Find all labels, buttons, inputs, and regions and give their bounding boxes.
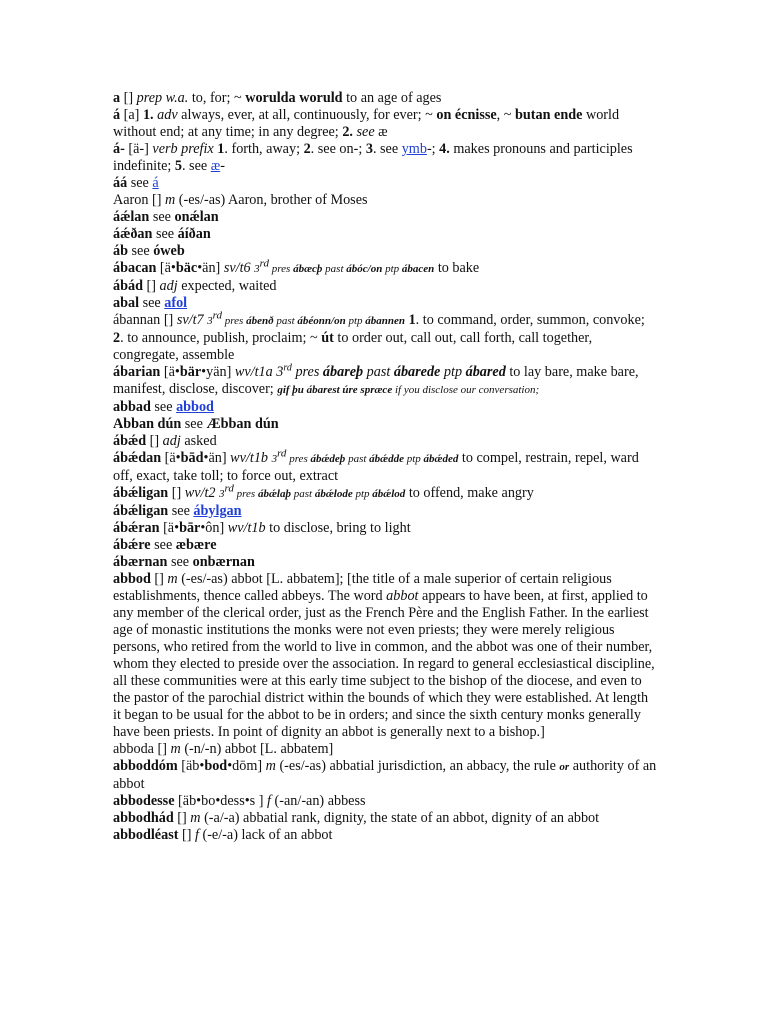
cross-reference-link[interactable]: æ [210,158,221,174]
entry-text: see [150,537,176,553]
headword: áb [113,243,128,259]
entry-abaernan [113,554,658,571]
headword: ábacan [113,260,157,276]
grammar-note: past [322,263,347,275]
example-phrase: út [321,330,334,346]
entry-abboda [113,741,658,758]
entry-text: to lay bare, make bare, manifest, disclose, discover; [113,364,639,397]
entry-text: to compel, restrain, repel, ward off, exact, take toll; to force out, extract [113,450,639,484]
entry-text: to offend, make angry [405,485,534,501]
headword: abal [113,295,140,311]
entry-aaelan [113,209,658,226]
entry-text: . see [372,141,402,157]
dictionary-page [113,90,658,844]
cross-reference-link[interactable]: abbod [176,399,214,415]
inflected-form: ábared [465,364,506,380]
headword: ábǽre [113,537,151,553]
entry-text: see [152,226,178,242]
entry-text: to, for; ~ [188,90,246,106]
part-of-speech: m [165,192,176,208]
headword: á [113,107,121,123]
inflected-form: ábenð [246,315,274,327]
inflected-form: ábǽlode [314,488,353,500]
sense-number: 1 [408,312,416,328]
entry-text: [ä• [161,450,181,466]
entry-text: (-an/-an) abbess [270,793,366,809]
inflected-form: ábéonn/on [297,315,346,327]
part-of-speech: adv [153,107,178,123]
entry-text: - [220,158,225,174]
entry-text: (-a/-a) abbatial rank, dignity, the state of an abbot, dignity of an abbot [200,810,600,826]
entry-text: (-e/-a) lack of an abbot [198,827,333,843]
pronunciation-stress: bod [204,758,228,774]
entry-aa [113,175,658,192]
part-of-speech: adj [159,278,178,294]
entry-abaeligan-verb [113,482,658,503]
superscript: rd [283,362,292,374]
entry-text: to an age of ages [342,90,442,106]
reference-word: Æbban dún [206,416,279,432]
inflected-form: ábǽdeþ [310,453,346,465]
inflected-form: ábǽdde [369,453,404,465]
cross-reference-link[interactable]: á [152,175,159,191]
example-phrase: on écnisse [436,107,497,123]
grammar-note: 3 [207,315,213,327]
entry-text: [ä• [156,260,176,276]
inflected-form: ábarede [393,364,441,380]
grammar-note: 3 [276,364,284,380]
headword: áá [113,175,128,191]
sense-number: 5 [174,158,182,174]
entry-text: see [127,243,154,259]
grammar-note: ptp [382,263,402,275]
entry-aaethan [113,226,658,243]
entry-abbodhad [113,810,658,827]
inflected-form: ábannen [365,315,406,327]
reference-word: æbære [175,537,217,553]
entry-abannan [113,309,658,364]
cross-reference-link[interactable]: afol [164,295,188,311]
headword: ábǽligan [113,485,169,501]
part-of-speech: m [170,741,181,757]
grammar-note: pres [233,488,258,500]
entry-text: to bake [434,260,480,276]
entry-text: to disclose, bring to light [265,520,411,536]
entry-text: •yän] [201,364,235,380]
grammar-note: 3 [271,453,278,465]
sense-number: 4. [439,141,450,157]
grammar-note: 3 [219,488,225,500]
pronunciation-stress: bäc [175,260,198,276]
entry-text: [ä• [160,364,180,380]
part-of-speech: adj [162,433,181,449]
entry-text: , ~ [496,107,515,123]
inflected-form: ábóc/on [346,263,383,275]
grammar-note: 3 [254,263,260,275]
part-of-speech: m [265,758,276,774]
inflected-form: ábǽded [423,453,459,465]
quotation: gif þu ábarest úre spræce [277,384,393,396]
entry-text: (-es/-as) abbot [L. abbatem]; [the title of a male superior of certain religious establishments, thence called abbeys. The word [113,571,612,604]
entry-abacan [113,257,658,278]
entry-abban-dun [113,416,658,433]
cross-reference-link[interactable]: ábylgan [193,503,242,519]
entry-abaed [113,433,658,450]
entry-text: •än] [203,450,231,466]
entry-abad [113,278,658,295]
entry-text: . forth, away; [224,141,304,157]
entry-text: [] [142,278,160,294]
entry-text: . see [181,158,211,174]
part-of-speech: f [267,793,271,809]
grammar-note: pres [286,453,311,465]
part-of-speech: verb prefix [152,141,214,157]
part-of-speech: sv/t7 [176,312,204,328]
entry-text: see [139,295,165,311]
entry-text: see [168,503,194,519]
entry-text: abboda [] [113,741,171,757]
quotation-translation: if you disclose our conversation; [392,384,540,396]
entry-abaeran [113,520,658,537]
entry-text: •dōm] [227,758,266,774]
example-phrase: butan ende [514,107,583,123]
entry-text: world without end; at any time; in any degree; [113,107,620,140]
entry-text: [] [168,485,185,501]
entry-text: (-es/-as) Aaron, brother of Moses [175,192,368,208]
headword: Abban dún [113,416,182,432]
sense-number: 1. [142,107,154,123]
entry-abaedan [113,447,658,485]
pronunciation-stress: bär [179,364,202,380]
pronunciation-stress: bār [179,520,201,536]
entry-a [113,90,658,107]
part-of-speech: wv/t1b [230,450,269,466]
part-of-speech: m [190,810,201,826]
entry-text: [ä• [159,520,180,536]
grammar-note: pres [269,263,294,275]
entry-text: (-n/-n) abbot [L. abbatem] [180,741,334,757]
cross-reference-link[interactable]: ymb [401,141,427,157]
entry-text: ábannan [] [113,312,177,328]
part-of-speech: prep w.a. [136,90,189,106]
entry-text: see [167,554,193,570]
entry-text: see [127,175,153,191]
entry-text: . to announce, publish, proclaim; ~ [120,330,322,346]
entry-abarian [113,364,658,399]
entry-a-prefix [113,141,658,175]
entry-abbodesse [113,793,658,810]
grammar-note: ptp [440,364,466,380]
inflected-form: ábareþ [322,364,364,380]
part-of-speech: m [167,571,178,587]
entry-text: asked [180,433,217,449]
entry-text: authority of an abbot [113,758,657,792]
entry-text: always, ever, at all, continuously, for ever; ~ [177,107,437,123]
sense-number: 3 [365,141,373,157]
superscript: rd [224,482,234,495]
headword: a [113,90,121,106]
entry-text: see [181,416,207,432]
entry-abbodleast [113,827,658,844]
entry-abbod [113,571,658,741]
reference-word: onǽlan [174,209,219,225]
sense-number: 2. [342,124,353,140]
entry-aaron [113,192,658,209]
headword: ábǽdan [113,450,162,466]
entry-text: [ä-] [124,141,153,157]
entry-a-adv [113,107,658,141]
conjunction-or: or [559,761,570,773]
entry-text: see [150,399,177,415]
grammar-note: ptp [345,315,366,327]
inflected-form: ábǽlaþ [257,488,291,500]
entry-text: •än] [197,260,224,276]
inflected-form: ábǽlod [372,488,406,500]
headword: ábǽligan [113,503,169,519]
headword: ábærnan [113,554,168,570]
inflected-form: ábacen [401,263,435,275]
entry-text: [äb• [177,758,205,774]
part-of-speech: f [194,827,199,843]
see-label: see [352,124,375,140]
grammar-note: past [290,488,315,500]
part-of-speech: wv/t2 [184,485,216,501]
part-of-speech: wv/t1b [227,520,266,536]
entry-abboddom [113,758,658,793]
headword: abbodesse [113,793,175,809]
superscript: rd [212,309,223,322]
headword: á- [113,141,125,157]
entry-text: [] [178,827,195,843]
headword: abbad [113,399,151,415]
entry-text: [] [120,90,137,106]
pronunciation-stress: bād [180,450,204,466]
entry-text: [] [150,571,168,587]
grammar-note: pres [291,364,323,380]
example-phrase: worulda woruld [245,90,343,106]
entry-text: [a] [120,107,143,123]
headword: abbod [113,571,151,587]
reference-word: óweb [153,243,185,259]
grammar-note: ptp [403,453,424,465]
entry-abaere [113,537,658,554]
grammar-note: past [363,364,394,380]
entry-text: appears to have been, at first, applied to any member of the clerical order, just as the French Père and the English Father. In the earliest age of monastic institutions the monks were not even priests; they were merely religious persons, who retired from the world to live in common, and the abbot was one of their number, whom they elected to preside over the association. In regard to general ecclesiastical discipline, all these communities were at this early time subject to the bishop of the diocese, and even to the pastor of the parochial district within the bounds of which they were established. At length it began to be usual for the abbot to be in orders; and since the sixth century monks generally have been priests. In point of dignity an abbot is generally next to a bishop.] [113,588,655,740]
entry-text: [] [173,810,191,826]
grammar-note: pres [222,315,247,327]
superscript: rd [259,257,270,270]
entry-text: . see on-; [310,141,366,157]
headword: ábarian [113,364,161,380]
headword: ábád [113,278,143,294]
sense-number: 2 [113,330,121,346]
entry-text: æ [374,124,388,140]
entry-ab [113,243,658,260]
entry-abaeligan-see [113,503,658,520]
entry-text: makes pronouns and participles indefinite; [113,141,633,174]
entry-text: (-es/-as) abbatial jurisdiction, an abbacy, the rule [275,758,560,774]
entry-abal [113,295,658,312]
grammar-note: past [345,453,370,465]
part-of-speech: sv/t6 [223,260,251,276]
entry-text: . to command, order, summon, convoke; [415,312,645,328]
superscript: rd [277,447,287,460]
reference-word: onbærnan [192,554,255,570]
grammar-note: past [273,315,298,327]
entry-text: expected, waited [177,278,277,294]
headword: ábǽd [113,433,147,449]
entry-text: see [149,209,175,225]
part-of-speech: wv/t1a [234,364,273,380]
headword: ábǽran [113,520,160,536]
entry-abbad [113,399,658,416]
reference-word: áíðan [177,226,211,242]
entry-text: [] [146,433,163,449]
entry-text: •ôn] [200,520,228,536]
grammar-note: ptp [352,488,373,500]
entry-text: Aaron [] [113,192,165,208]
headword: áǽðan [113,226,153,242]
entry-text: -; [426,141,440,157]
sense-number: 2 [303,141,311,157]
headword: abbodhád [113,810,174,826]
entry-text: to order out, call out, call forth, call together, congregate, assemble [113,330,593,363]
headword: áǽlan [113,209,150,225]
headword: abboddóm [113,758,178,774]
emphasized-word: abbot [386,588,419,604]
entry-text: [äb•bo•dess•s ] [174,793,268,809]
sense-number: 1 [217,141,225,157]
headword: abbodléast [113,827,179,843]
inflected-form: ábæcþ [293,263,323,275]
